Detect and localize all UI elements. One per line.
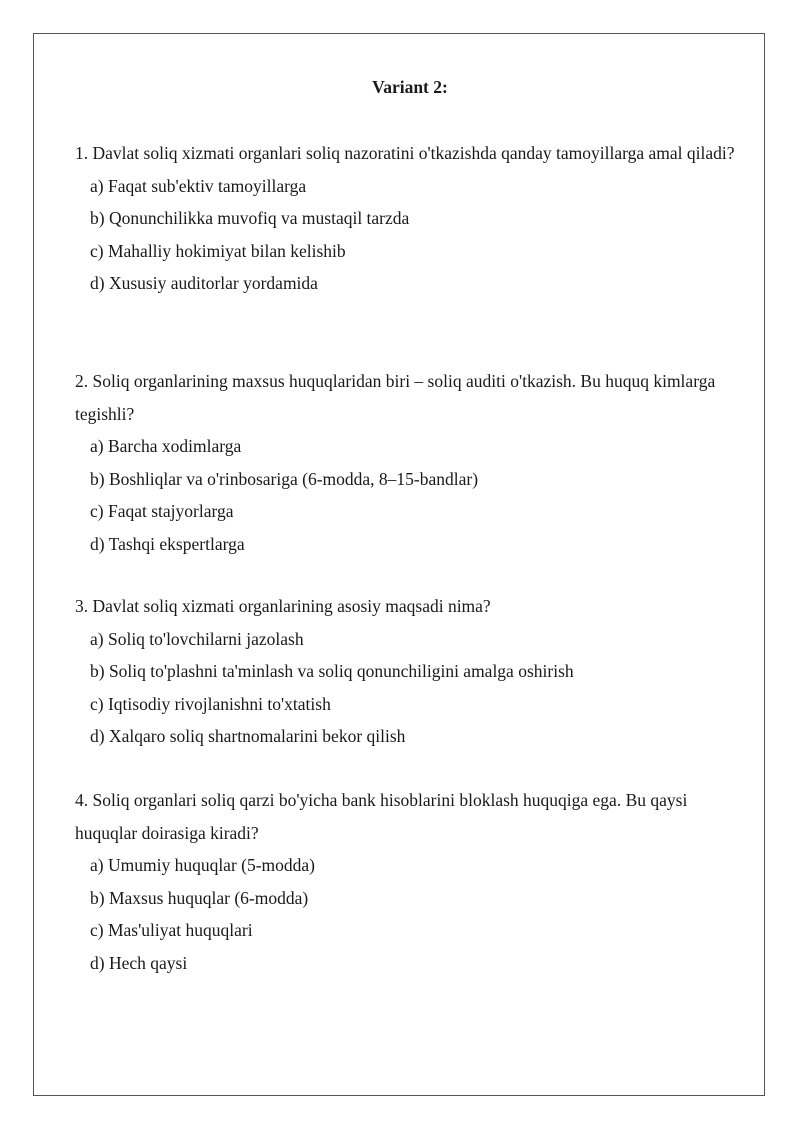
question-2-option-d: d) Tashqi ekspertlarga bbox=[90, 533, 245, 554]
question-2-option-b: b) Boshliqlar va o'rinbosariga (6-modda, 8–15-bandlar) bbox=[90, 468, 479, 489]
question-3-option-a: a) Soliq to'lovchilarni jazolash bbox=[90, 628, 304, 649]
question-1-option-c: c) Mahalliy hokimiyat bilan kelishib bbox=[90, 240, 346, 261]
question-3-option-c: c) Iqtisodiy rivojlanishni to'xtatish bbox=[90, 693, 331, 714]
question-3 bbox=[75, 590, 750, 753]
question-3-option-b: b) Soliq to'plashni ta'minlash va soliq qonunchiligini amalga oshirish bbox=[90, 661, 574, 681]
question-1-option-a: a) Faqat sub'ektiv tamoyillarga bbox=[90, 175, 307, 196]
document-title: Variant 2: bbox=[372, 77, 448, 97]
question-3-text: 3. Davlat soliq xizmati organlarining asosiy maqsadi nima? bbox=[75, 596, 491, 616]
question-1-option-d: d) Xususiy auditorlar yordamida bbox=[90, 273, 318, 293]
question-1 bbox=[75, 137, 750, 300]
question-2-option-c: c) Faqat stajyorlarga bbox=[90, 501, 234, 521]
question-1-option-b: b) Qonunchilikka muvofiq va mustaqil tarzda bbox=[90, 208, 410, 228]
question-3-option-d: d) Xalqaro soliq shartnomalarini bekor qilish bbox=[90, 726, 406, 746]
question-2-text: 2. Soliq organlarining maxsus huquqlaridan biri – soliq auditi o'tkazish. Bu huquq kimlarga tegishli? bbox=[75, 371, 716, 424]
question-2-option-a: a) Barcha xodimlarga bbox=[90, 436, 242, 456]
question-4-option-a: a) Umumiy huquqlar (5-modda) bbox=[90, 855, 316, 875]
question-4-option-d: d) Hech qaysi bbox=[90, 952, 188, 973]
question-1-text: 1. Davlat soliq xizmati organlari soliq nazoratini o'tkazishda qanday tamoyillarga amal qiladi? bbox=[75, 143, 735, 163]
question-4 bbox=[75, 784, 750, 979]
question-4-option-b: b) Maxsus huquqlar (6-modda) bbox=[90, 887, 309, 908]
question-4-text: 4. Soliq organlari soliq qarzi bo'yicha bank hisoblarini bloklash huquqiga ega. Bu qaysi huquqlar doirasiga kiradi? bbox=[75, 790, 688, 843]
question-4-option-c: c) Mas'uliyat huquqlari bbox=[90, 920, 253, 940]
question-2 bbox=[75, 365, 750, 560]
